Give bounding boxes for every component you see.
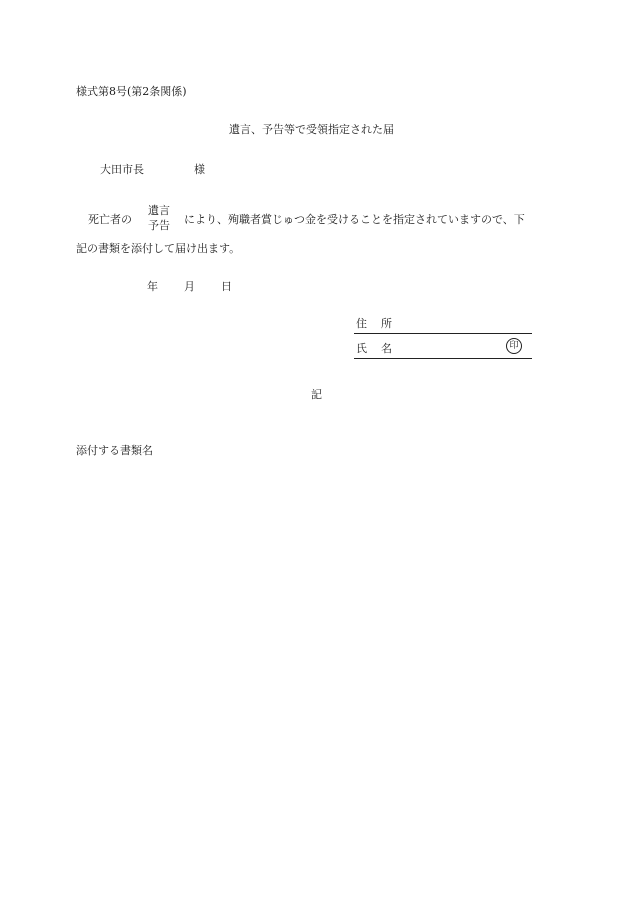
addressee-name: 大田市長 [100,163,144,176]
body-second-line: 記の書類を添付して届け出ます。 [76,242,241,255]
choice-will: 遺言 [148,204,170,217]
document-title: 遺言、予告等で受領指定された届 [229,123,394,136]
form-number: 様式第8号(第2条関係) [76,85,187,98]
date-month: 月 [184,280,195,293]
date-line [147,278,232,294]
addressee-honorific: 様 [194,163,205,176]
addressee [100,161,205,177]
seal-icon: 印 [506,338,522,354]
body-lead: 死亡者の [88,213,132,226]
address-field[interactable] [354,313,532,334]
will-or-notice-choice [148,203,170,233]
body-rest-line1: により、殉職者賞じゅつ金を受けることを指定されていますので、下 [184,213,525,226]
choice-notice: 予告 [148,219,170,232]
name-field[interactable] [354,338,532,359]
date-day: 日 [221,280,232,293]
address-label: 住所 [356,317,406,330]
ki-heading: 記 [311,388,322,401]
date-year: 年 [147,280,158,293]
name-label: 氏名 [356,342,406,355]
attachment-heading: 添付する書類名 [76,444,153,457]
